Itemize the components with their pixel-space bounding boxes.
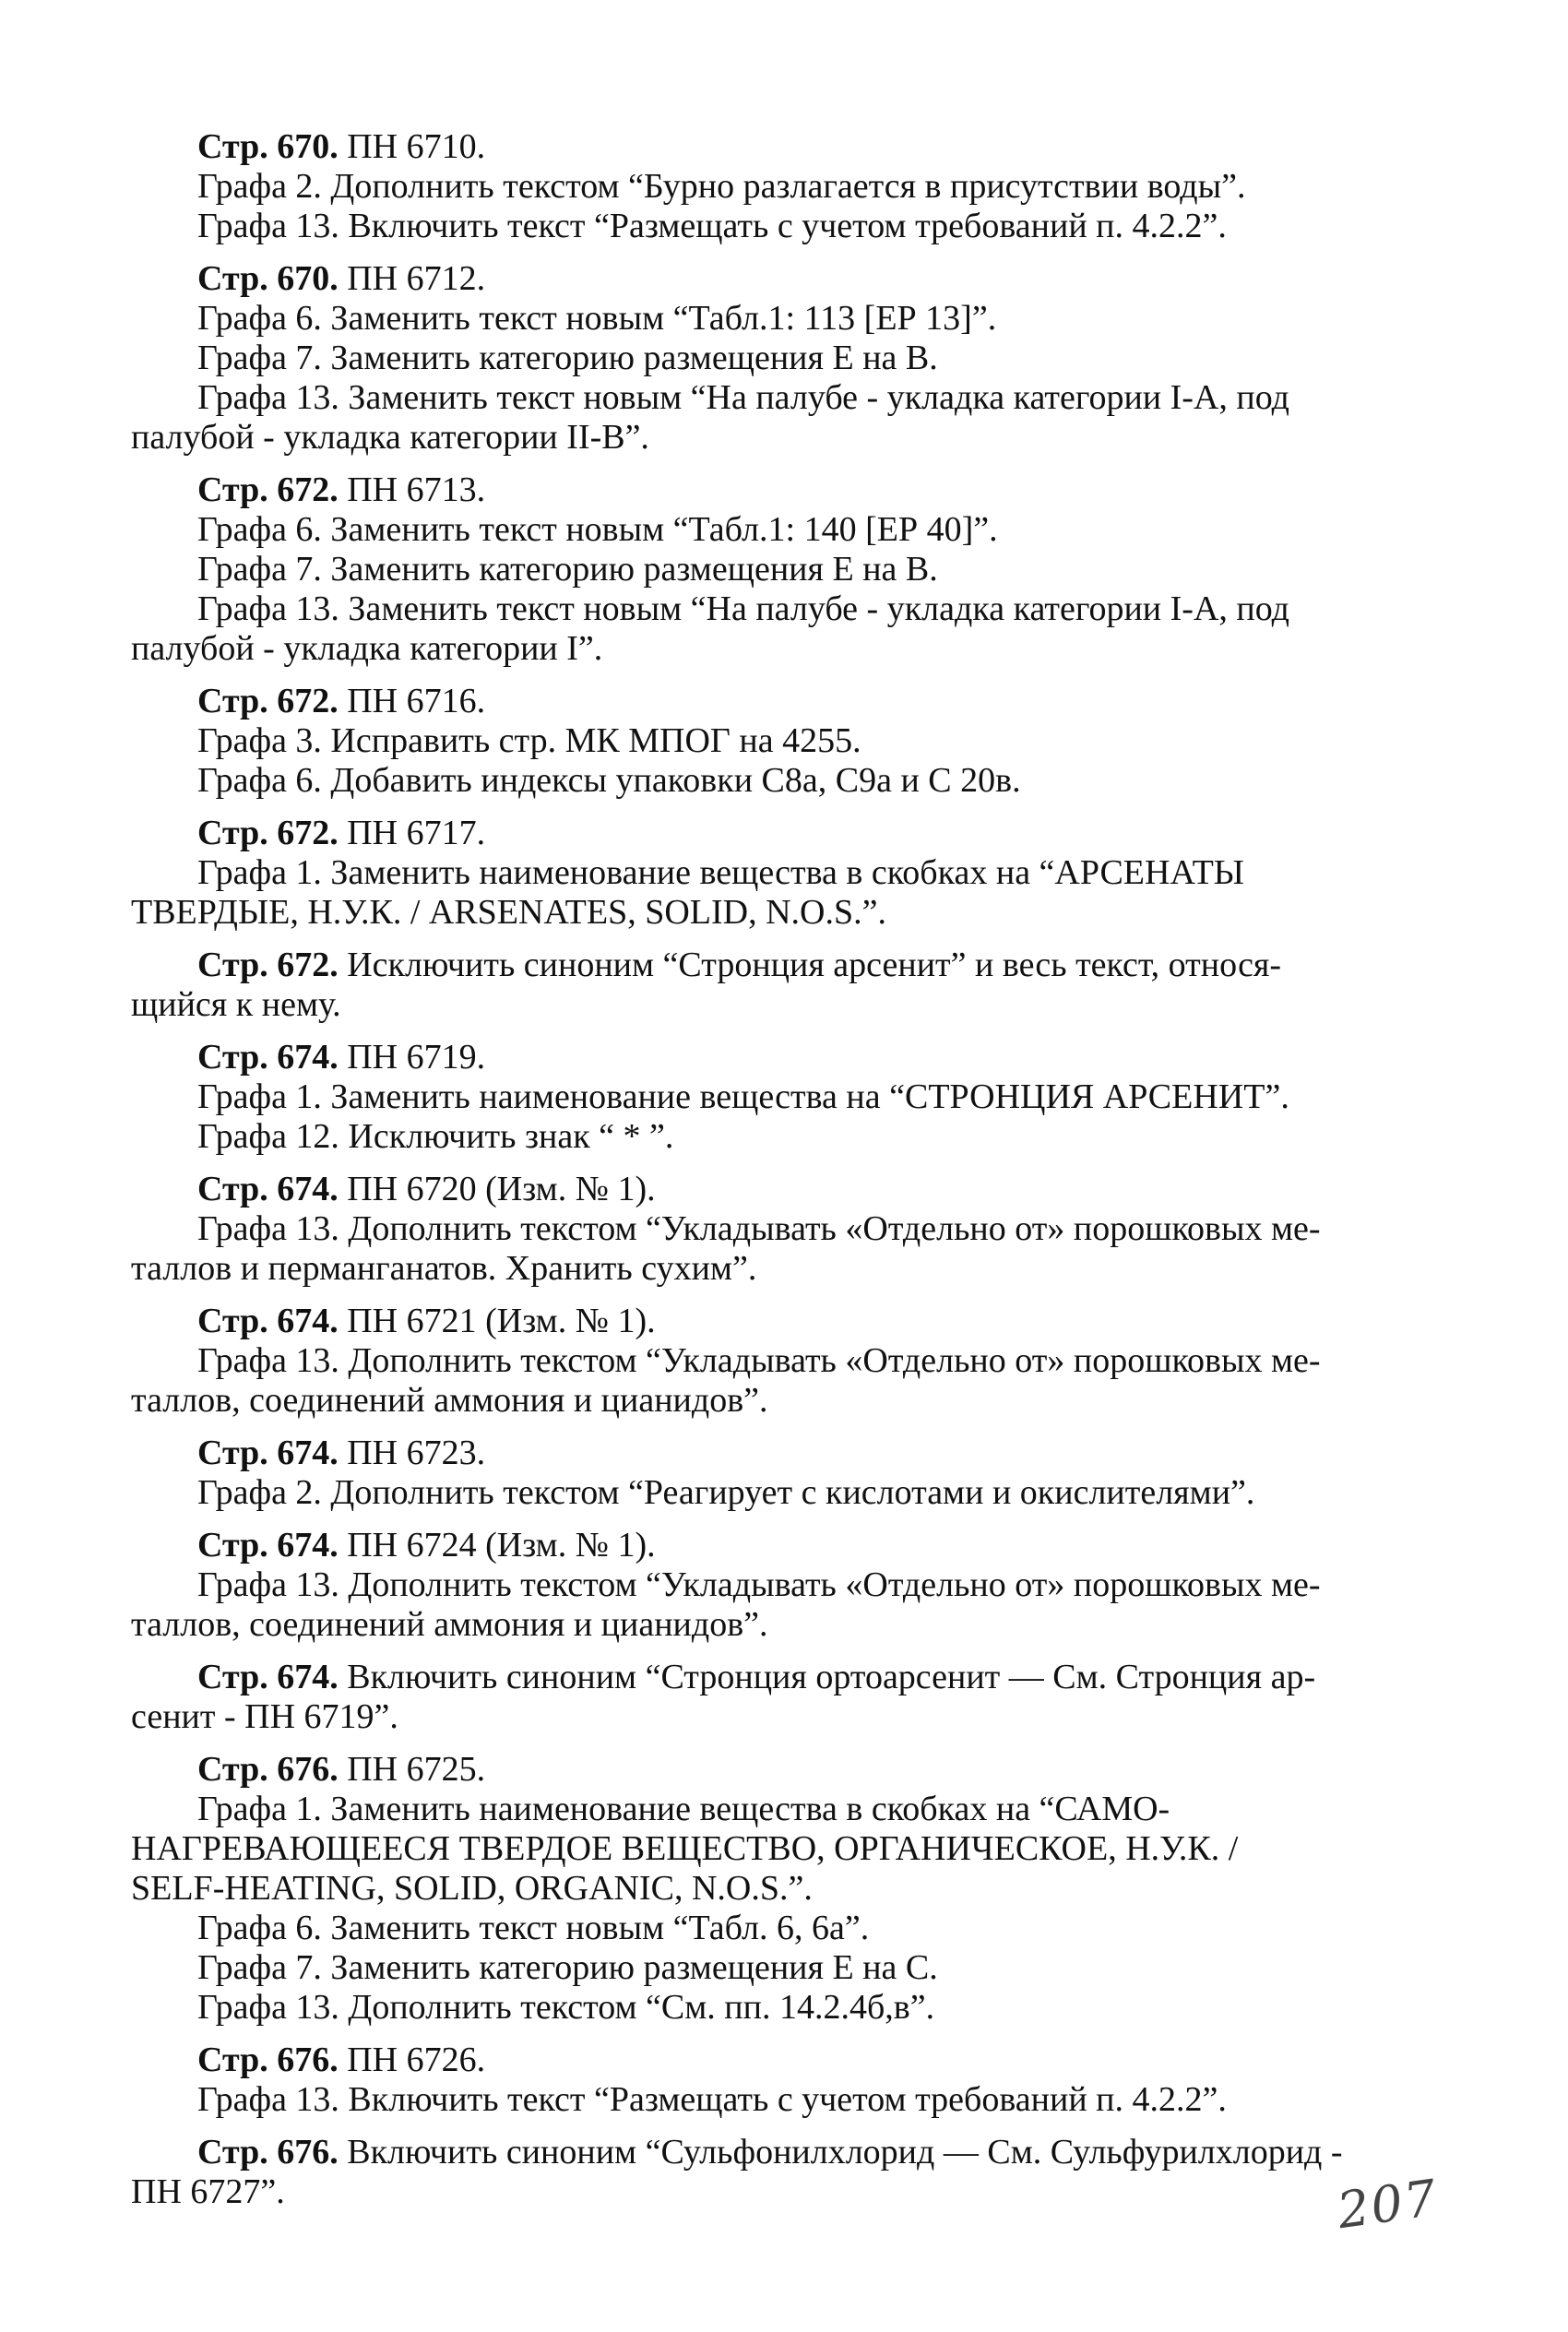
page-reference: Стр. 672. <box>197 682 339 720</box>
page-reference: Стр. 674. <box>197 1434 339 1472</box>
column-instruction: Графа 1. Заменить наименование вещества в скобках на “САМО- <box>197 1790 1170 1828</box>
entry-heading <box>131 1658 1413 1697</box>
column-instruction: Графа 13. Заменить текст новым “На палубе - укладка категории I-A, под <box>197 589 1289 628</box>
column-instruction: Графа 1. Заменить наименование вещества в скобках на “АРСЕНАТЫ <box>197 853 1244 892</box>
entry-title: ПН 6710. <box>347 127 486 166</box>
column-instruction: Графа 13. Заменить текст новым “На палубе - укладка категории I-A, под <box>197 378 1289 417</box>
entry-heading <box>131 1434 1413 1473</box>
entry-heading <box>131 814 1413 853</box>
column-instruction: Графа 6. Заменить текст новым “Табл. 6, 6а”. <box>197 1909 870 1947</box>
page-reference: Стр. 672. <box>197 814 339 852</box>
entry-title: ПН 6717. <box>347 814 486 852</box>
amendment-entry <box>131 2040 1413 2120</box>
page-reference: Стр. 674. <box>197 1302 339 1340</box>
entry-heading <box>131 1302 1413 1341</box>
instruction-continuation: таллов, соединений аммония и цианидов”. <box>131 1381 768 1420</box>
entry-heading <box>131 2133 1413 2172</box>
column-instruction: Графа 1. Заменить наименование вещества на “СТРОНЦИЯ АРСЕНИТ”. <box>197 1077 1289 1116</box>
entry-title: ПН 6720 (Изм. № 1). <box>347 1170 656 1208</box>
amendment-entry <box>131 259 1413 458</box>
amendment-entry <box>131 1170 1413 1289</box>
column-instruction: Графа 3. Исправить стр. МК МПОГ на 4255. <box>197 721 861 760</box>
page-reference: Стр. 674. <box>197 1526 339 1565</box>
column-instruction: Графа 13. Дополнить текстом “Укладывать «Отдельно от» порошковых ме- <box>197 1341 1321 1380</box>
instruction-continuation: ТВЕРДЫЕ, Н.У.К. / ARSENATES, SOLID, N.O.S.”. <box>131 893 887 932</box>
amendment-entry <box>131 1750 1413 2028</box>
page-reference: Стр. 676. <box>197 2040 339 2079</box>
page-reference: Стр. 670. <box>197 127 339 166</box>
column-instruction: Графа 13. Дополнить текстом “Укладывать «Отдельно от» порошковых ме- <box>197 1209 1321 1248</box>
amendment-entry <box>131 1658 1413 1737</box>
entry-title: Включить синоним “Сульфонилхлорид — См. Сульфурилхлорид - <box>347 2133 1343 2171</box>
entry-heading <box>131 946 1413 985</box>
column-instruction: Графа 13. Дополнить текстом “Укладывать «Отдельно от» порошковых ме- <box>197 1565 1321 1604</box>
entry-heading <box>131 127 1413 167</box>
entry-title: Исключить синоним “Стронция арсенит” и весь текст, относя- <box>347 946 1282 984</box>
entry-heading <box>131 2040 1413 2080</box>
column-instruction: Графа 6. Заменить текст новым “Табл.1: 140 [ЕР 40]”. <box>197 510 998 549</box>
document-body <box>131 127 1413 2225</box>
amendment-entry <box>131 2133 1413 2212</box>
entry-heading <box>131 470 1413 510</box>
entry-continuation: сенит - ПН 6719”. <box>131 1697 398 1736</box>
column-instruction: Графа 6. Заменить текст новым “Табл.1: 113 [ЕР 13]”. <box>197 299 997 338</box>
entry-title: ПН 6713. <box>347 470 486 509</box>
entry-title: ПН 6726. <box>347 2040 486 2079</box>
amendment-entry <box>131 682 1413 801</box>
entry-title: ПН 6725. <box>347 1750 486 1789</box>
entry-heading <box>131 1170 1413 1209</box>
page-reference: Стр. 672. <box>197 470 339 509</box>
entry-heading <box>131 259 1413 299</box>
amendment-entry <box>131 470 1413 669</box>
page-reference: Стр. 676. <box>197 1750 339 1789</box>
entry-continuation: щийся к нему. <box>131 985 341 1024</box>
column-instruction: Графа 12. Исключить знак “ * ”. <box>197 1117 674 1156</box>
entry-title: ПН 6724 (Изм. № 1). <box>347 1526 656 1565</box>
page-reference: Стр. 674. <box>197 1170 339 1208</box>
column-instruction: Графа 7. Заменить категорию размещения Е на С. <box>197 1948 938 1987</box>
amendment-entry <box>131 814 1413 933</box>
instruction-continuation: палубой - укладка категории II-B”. <box>131 418 649 457</box>
entry-title: ПН 6721 (Изм. № 1). <box>347 1302 656 1340</box>
entry-title: ПН 6716. <box>347 682 486 720</box>
amendment-entry <box>131 1434 1413 1513</box>
column-instruction: Графа 7. Заменить категорию размещения Е на В. <box>197 550 938 589</box>
instruction-continuation: SELF-HEATING, SOLID, ORGANIC, N.O.S.”. <box>131 1869 813 1908</box>
entry-heading <box>131 682 1413 721</box>
amendment-entry <box>131 1526 1413 1645</box>
instruction-continuation: НАГРЕВАЮЩЕЕСЯ ТВЕРДОЕ ВЕЩЕСТВО, ОРГАНИЧЕСКОЕ, Н.У.К. / <box>131 1829 1239 1868</box>
column-instruction: Графа 13. Включить текст “Размещать с учетом требований п. 4.2.2”. <box>197 207 1227 245</box>
instruction-continuation: таллов и перманганатов. Хранить сухим”. <box>131 1249 757 1288</box>
entry-heading <box>131 1526 1413 1565</box>
entry-title: ПН 6723. <box>347 1434 486 1472</box>
entry-title: ПН 6712. <box>347 259 486 298</box>
page-reference: Стр. 670. <box>197 259 339 298</box>
column-instruction: Графа 6. Добавить индексы упаковки С8а, С9а и С 20в. <box>197 761 1021 800</box>
amendment-entry <box>131 946 1413 1025</box>
page-reference: Стр. 672. <box>197 946 339 984</box>
column-instruction: Графа 13. Включить текст “Размещать с учетом требований п. 4.2.2”. <box>197 2080 1227 2119</box>
column-instruction: Графа 7. Заменить категорию размещения Е на В. <box>197 339 938 377</box>
column-instruction: Графа 2. Дополнить текстом “Бурно разлагается в присутствии воды”. <box>197 167 1246 206</box>
column-instruction: Графа 2. Дополнить текстом “Реагирует с кислотами и окислителями”. <box>197 1473 1255 1512</box>
handwritten-page-number: 207 <box>1334 2168 1442 2241</box>
amendment-entry <box>131 1038 1413 1157</box>
amendment-entry <box>131 1302 1413 1421</box>
page-reference: Стр. 676. <box>197 2133 339 2171</box>
instruction-continuation: таллов, соединений аммония и цианидов”. <box>131 1605 768 1644</box>
instruction-continuation: палубой - укладка категории I”. <box>131 629 603 668</box>
page-reference: Стр. 674. <box>197 1038 339 1077</box>
entry-title: Включить синоним “Стронция ортоарсенит — См. Стронция ар- <box>347 1658 1316 1696</box>
page-reference: Стр. 674. <box>197 1658 339 1696</box>
entry-heading <box>131 1750 1413 1790</box>
entry-heading <box>131 1038 1413 1077</box>
amendment-entry <box>131 127 1413 246</box>
column-instruction: Графа 13. Дополнить текстом “См. пп. 14.2.4б,в”. <box>197 1988 935 2027</box>
entry-continuation: ПН 6727”. <box>131 2172 285 2211</box>
entry-title: ПН 6719. <box>347 1038 486 1077</box>
